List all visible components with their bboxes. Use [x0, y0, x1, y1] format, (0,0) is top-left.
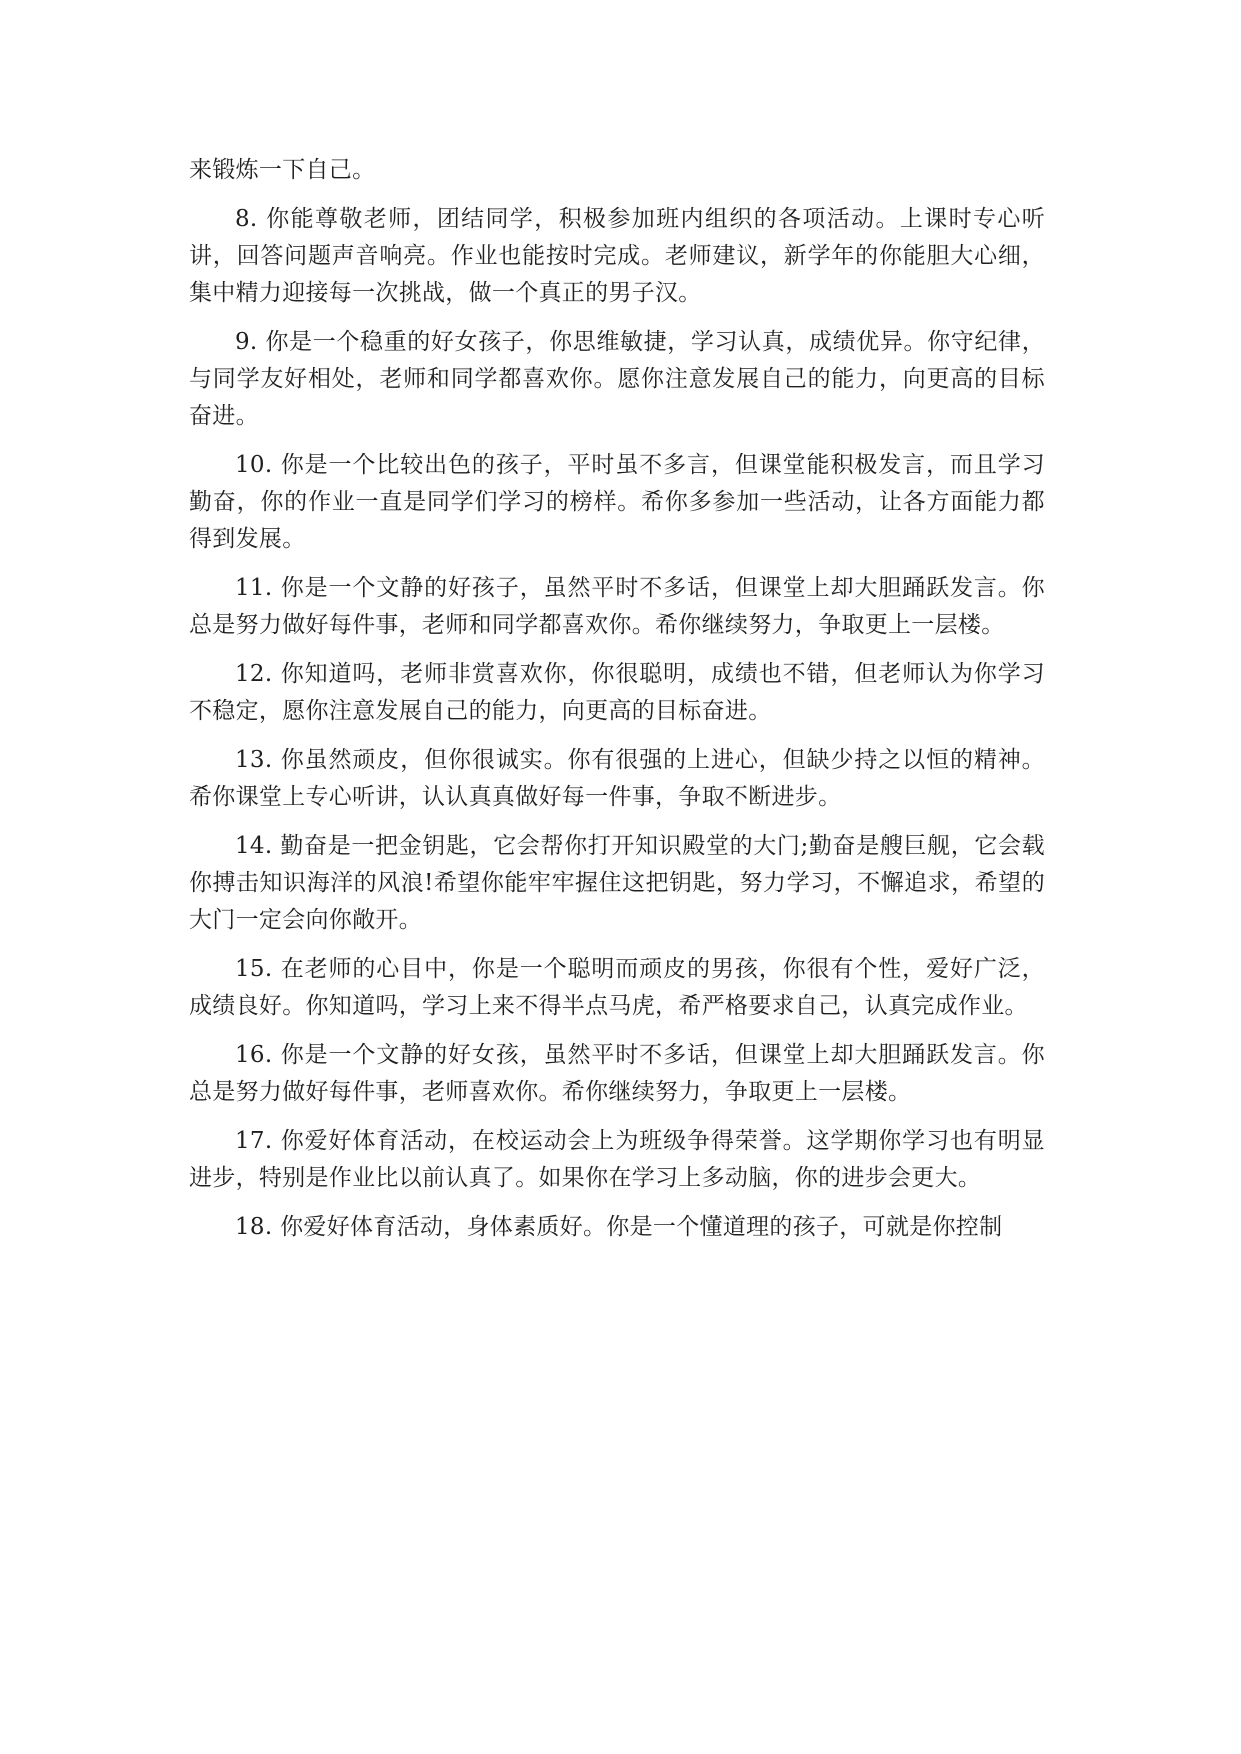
comment-item-15: 15. 在老师的心目中，你是一个聪明而顽皮的男孩，你很有个性，爱好广泛，成绩良好。你知道吗，学习上来不得半点马虎，希严格要求自己，认真完成作业。	[189, 956, 1045, 1019]
comment-item-16: 16. 你是一个文静的好女孩，虽然平时不多话，但课堂上却大胆踊跃发言。你总是努力做好每件事，老师喜欢你。希你继续努力，争取更上一层楼。	[189, 1042, 1045, 1105]
comment-item-13: 13. 你虽然顽皮，但你很诚实。你有很强的上进心，但缺少持之以恒的精神。希你课堂上专心听讲，认认真真做好每一件事，争取不断进步。	[189, 747, 1045, 810]
comment-item-14: 14. 勤奋是一把金钥匙，它会帮你打开知识殿堂的大门;勤奋是艘巨舰，它会载你搏击知识海洋的风浪!希望你能牢牢握住这把钥匙，努力学习，不懈追求，希望的大门一定会向你敞开。	[189, 833, 1045, 933]
comment-item-18: 18. 你爱好体育活动，身体素质好。你是一个懂道理的孩子，可就是你控制	[235, 1214, 1003, 1240]
comment-item-11: 11. 你是一个文静的好孩子，虽然平时不多话，但课堂上却大胆踊跃发言。你总是努力做好每件事，老师和同学都喜欢你。希你继续努力，争取更上一层楼。	[189, 575, 1045, 638]
comment-item-8: 8. 你能尊敬老师，团结同学，积极参加班内组织的各项活动。上课时专心听讲，回答问题声音响亮。作业也能按时完成。老师建议，新学年的你能胆大心细，集中精力迎接每一次挑战，做一个真正的男子汉。	[189, 206, 1045, 306]
comment-item-17: 17. 你爱好体育活动，在校运动会上为班级争得荣誉。这学期你学习也有明显进步，特别是作业比以前认真了。如果你在学习上多动脑，你的进步会更大。	[189, 1128, 1045, 1191]
comment-item-9: 9. 你是一个稳重的好女孩子，你思维敏捷，学习认真，成绩优异。你守纪律，与同学友好相处，老师和同学都喜欢你。愿你注意发展自己的能力，向更高的目标奋进。	[189, 329, 1045, 429]
paragraph-continuation: 来锻炼一下自己。	[189, 157, 376, 183]
document-body	[189, 152, 1045, 1258]
comment-item-12: 12. 你知道吗，老师非赏喜欢你，你很聪明，成绩也不错，但老师认为你学习不稳定，愿你注意发展自己的能力，向更高的目标奋进。	[189, 661, 1045, 724]
comment-item-10: 10. 你是一个比较出色的孩子，平时虽不多言，但课堂能积极发言，而且学习勤奋，你的作业一直是同学们学习的榜样。希你多参加一些活动，让各方面能力都得到发展。	[189, 452, 1045, 552]
